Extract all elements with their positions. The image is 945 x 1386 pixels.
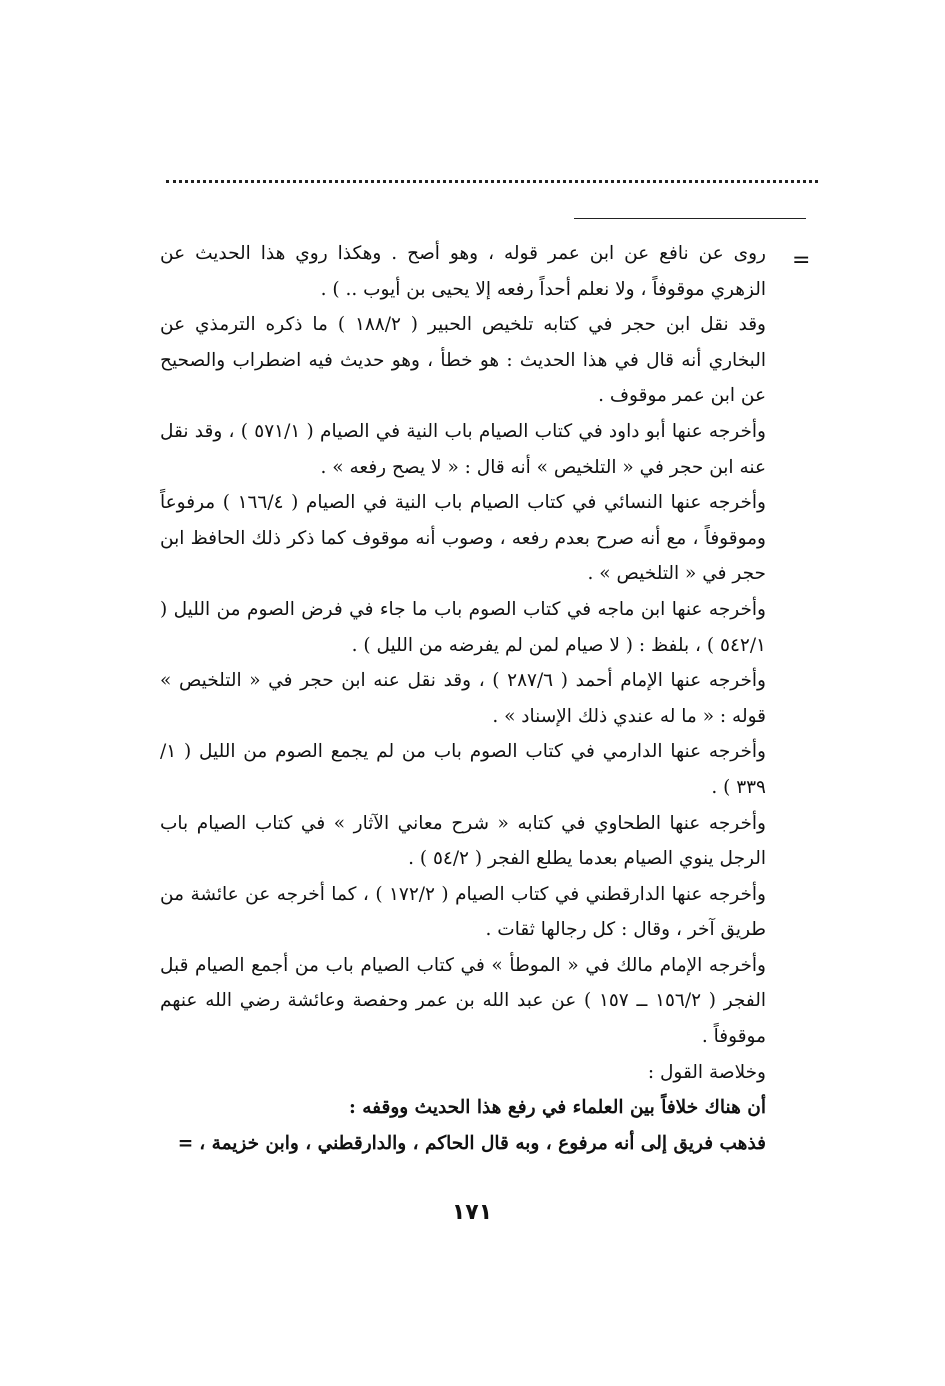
summary-continued-text: فذهب فريق إلى أنه مرفوع ، وبه قال الحاكم ، والدارقطني ، وابن خزيمة ، bbox=[199, 1132, 766, 1154]
continuation-marker-end: = bbox=[177, 1132, 194, 1154]
page-number: ١٧١ bbox=[451, 1200, 493, 1225]
dotted-separator bbox=[166, 180, 818, 183]
footnotes-block bbox=[160, 236, 766, 1161]
footnote-paragraph: وأخرجه عنها أبو داود في كتاب الصيام باب النية في الصيام ( ٥٧١/١ ) ، وقد نقل عنه ابن حجر في « التلخيص » أنه قال : « لا يصح رفعه » . bbox=[160, 420, 766, 478]
summary-statement: أن هناك خلافاً بين العلماء في رفع هذا الحديث ووقفه : bbox=[348, 1097, 766, 1119]
footnote-paragraph: وأخرجه الإمام مالك في « الموطأ » في كتاب الصيام باب من أجمع الصيام قبل الفجر ( ١٥٦/٢ ــ ١٥٧ ) عن عبد الله بن عمر وحفصة وعائشة رضي الله عنهم موقوفاً . bbox=[160, 954, 767, 1048]
footnote-paragraph: وأخرجه عنها الطحاوي في كتابه « شرح معاني الآثار » في كتاب الصيام باب الرجل ينوي الصيام بعدما يطلع الفجر ( ٥٤/٢ ) . bbox=[160, 812, 766, 870]
footnote-paragraph: وأخرجه عنها ابن ماجه في كتاب الصوم باب ما جاء في فرض الصوم من الليل ( ٥٤٢/١ ) ، بلفظ : ( لا صيام لمن لم يفرضه من الليل ) . bbox=[160, 598, 766, 656]
footnote-paragraph: روى عن نافع عن ابن عمر قوله ، وهو أصح . وهكذا روي هذا الحديث عن الزهري موقوفاً ، ولا نعلم أحداً رفعه إلا يحيى بن أيوب .. ) . bbox=[160, 243, 766, 300]
footnote-separator-line bbox=[574, 218, 806, 219]
footnote-paragraph: وقد نقل ابن حجر في كتابه تلخيص الحبير ( ١٨٨/٢ ) ما ذكره الترمذي عن البخاري أنه قال في هذا الحديث : هو خطأ ، وهو حديث فيه اضطراب والصحيح عن ابن عمر موقوف . bbox=[160, 314, 766, 407]
continuation-marker-start: = bbox=[792, 248, 811, 273]
footnote-paragraph: وأخرجه عنها الدارقطني في كتاب الصيام ( ١٧٢/٢ ) ، كما أخرجه عن عائشة من طريق آخر ، وقال : كل رجالها ثقات . bbox=[160, 883, 766, 941]
footnote-paragraph: وأخرجه عنها الإمام أحمد ( ٢٨٧/٦ ) ، وقد نقل عنه ابن حجر في « التلخيص » قوله : « ما له عندي ذلك الإسناد » . bbox=[160, 670, 766, 727]
summary-continued-line bbox=[160, 1126, 766, 1162]
summary-heading: وخلاصة القول : bbox=[647, 1061, 766, 1083]
footnote-paragraph: وأخرجه عنها الدارمي في كتاب الصوم باب من لم يجمع الصوم من الليل ( ١/ ٣٣٩ ) . bbox=[160, 741, 766, 798]
footnote-paragraph: وأخرجه عنها النسائي في كتاب الصيام باب النية في الصيام ( ١٦٦/٤ ) مرفوعاً وموقوفاً ، مع أنه صرح بعدم رفعه ، وصوب أنه موقوف كما ذكر ذلك الحافظ ابن حجر في « التلخيص » . bbox=[160, 492, 766, 585]
